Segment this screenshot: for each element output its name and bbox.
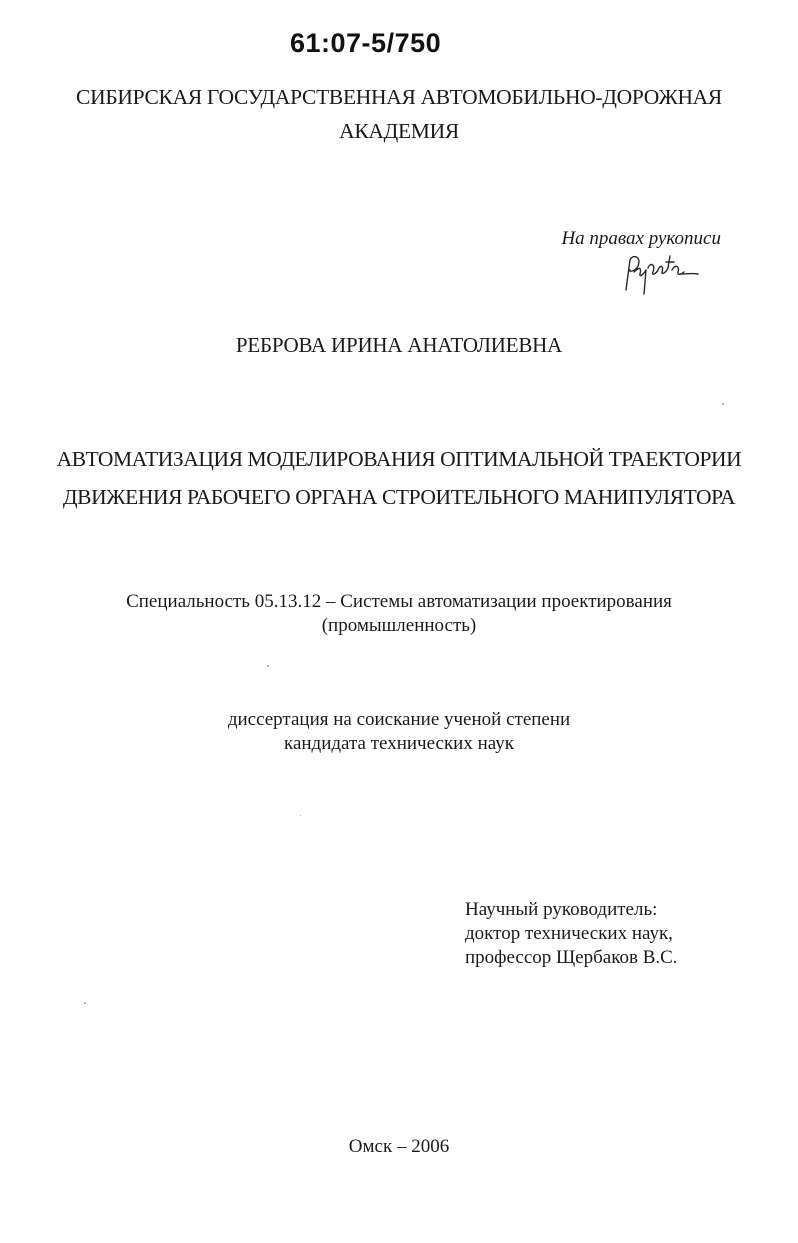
scan-speck xyxy=(300,815,301,816)
institution-name xyxy=(0,80,798,148)
specialty-line-1: Специальность 05.13.12 – Системы автоматизации проектирования xyxy=(126,591,672,612)
degree-line-1: диссертация на соискание ученой степени xyxy=(227,709,571,730)
scan-speck xyxy=(722,403,724,405)
author-name: РЕБРОВА ИРИНА АНАТОЛИЕВНА xyxy=(235,333,563,357)
author-signature xyxy=(620,248,700,298)
degree-statement xyxy=(0,708,798,756)
supervisor-line-3: профессор Щербаков В.С. xyxy=(465,947,678,968)
specialty-line-2: (промышленность) xyxy=(321,615,477,636)
scan-speck xyxy=(84,1002,86,1004)
institution-line-1: СИБИРСКАЯ ГОСУДАРСТВЕННАЯ АВТОМОБИЛЬНО-ДОРОЖНАЯ xyxy=(76,85,722,109)
institution-line-2: АКАДЕМИЯ xyxy=(339,119,459,143)
title-line-1: АВТОМАТИЗАЦИЯ МОДЕЛИРОВАНИЯ ОПТИМАЛЬНОЙ ТРАЕКТОРИИ xyxy=(56,447,742,471)
degree-line-2: кандидата технических наук xyxy=(284,733,514,754)
scientific-supervisor xyxy=(465,898,678,970)
city-year: Омск – 2006 xyxy=(348,1136,450,1157)
supervisor-line-1: Научный руководитель: xyxy=(465,899,658,920)
scan-speck xyxy=(267,665,269,667)
specialty xyxy=(0,590,798,638)
dissertation-title xyxy=(0,440,798,516)
title-line-2: ДВИЖЕНИЯ РАБОЧЕГО ОРГАНА СТРОИТЕЛЬНОГО МАНИПУЛЯТОРА xyxy=(62,485,736,509)
manuscript-rights-note: На правах рукописи xyxy=(561,228,721,249)
catalog-code: 61:07-5/750 xyxy=(290,28,442,58)
supervisor-line-2: доктор технических наук, xyxy=(465,923,673,944)
